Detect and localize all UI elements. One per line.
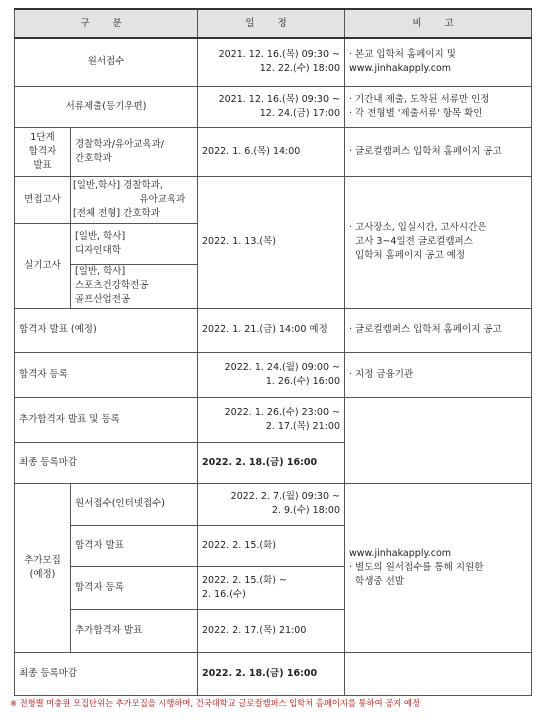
row-schedule: 2022. 1. 13.(목) — [198, 176, 345, 308]
row-sublabel: 추가합격자 발표 — [71, 609, 198, 652]
row-remark: · 기간내 제출, 도착된 서류만 인정 · 각 전형별 '제출서류' 항목 확인 — [345, 86, 532, 127]
row-schedule: 2022. 2. 7.(월) 09:30 ~ 2. 9.(수) 18:00 — [198, 483, 345, 525]
row-schedule: 2022. 1. 21.(금) 14:00 예정 — [198, 308, 345, 352]
row-label: 최종 등록마감 — [15, 442, 198, 483]
table-row — [15, 86, 532, 127]
row-schedule: 2022. 2. 18.(금) 16:00 — [198, 652, 345, 695]
row-label: 원서접수 — [15, 38, 198, 86]
row-sublabel: [일반,학사] 경찰학과, 유아교육과 [전체 전형] 간호학과 — [71, 176, 198, 223]
row-sublabel: 합격자 발표 — [71, 525, 198, 566]
row-label: 최종 등록마감 — [15, 652, 198, 695]
row-label: 서류제출(등기우편) — [15, 86, 198, 127]
row-remark: · 글로컬캠퍼스 입학처 홈페이지 공고 — [345, 127, 532, 176]
row-remark-empty — [345, 397, 532, 483]
row-schedule: 2022. 2. 15.(화) — [198, 525, 345, 566]
row-schedule: 2022. 2. 15.(화) ~ 2. 16.(수) — [198, 566, 345, 609]
row-remark: · 고사장소, 입실시간, 고사시간은 고사 3~4일전 글로컬캠퍼스 입학처 홈페이지 공고 예정 — [345, 176, 532, 308]
row-remark: · 본교 입학처 홈페이지 및 www.jinhakapply.com — [345, 38, 532, 86]
row-label: 합격자 발표 (예정) — [15, 308, 198, 352]
table-row — [15, 308, 532, 352]
footnote: ※ 전형별 미충원 모집단위는 추가모집을 시행하며, 건국대학교 글로컬캠퍼스 입학처 홈페이지를 통하여 공지 예정 — [10, 698, 420, 708]
row-sublabel: [일반, 학사] 디자인대학 — [71, 223, 198, 264]
table-row — [15, 397, 532, 442]
row-sublabel: 합격자 등록 — [71, 566, 198, 609]
row-label: 면접고사 — [15, 176, 71, 223]
row-label: 합격자 등록 — [15, 352, 198, 397]
row-sublabel: 경찰학과/유아교육과/ 간호학과 — [71, 127, 198, 176]
row-schedule: 2021. 12. 16.(목) 09:30 ~ 12. 24.(금) 17:00 — [198, 86, 345, 127]
row-label: 추가모집 (예정) — [15, 483, 71, 652]
row-remark: · 글로컬캠퍼스 입학처 홈페이지 공고 — [345, 308, 532, 352]
row-label: 추가합격자 발표 및 등록 — [15, 397, 198, 442]
row-remark: www.jinhakapply.com · 별도의 원서접수를 통해 지원한 학생중 선발 — [345, 483, 532, 652]
row-sublabel: 원서접수(인터넷접수) — [71, 483, 198, 525]
header-remarks: 비 고 — [345, 9, 532, 38]
row-remark: · 지정 금융기관 — [345, 352, 532, 397]
table-row — [15, 652, 532, 695]
row-schedule: 2022. 2. 17.(목) 21:00 — [198, 609, 345, 652]
row-schedule: 2022. 2. 18.(금) 16:00 — [198, 442, 345, 483]
table-row — [15, 127, 532, 176]
schedule-table — [14, 8, 532, 696]
table-row — [15, 176, 532, 223]
row-label: 실기고사 — [15, 223, 71, 308]
header-category: 구 분 — [15, 9, 198, 38]
header-schedule: 일 정 — [198, 9, 345, 38]
table-row — [15, 38, 532, 86]
table-row — [15, 483, 532, 525]
row-label: 1단계 합격자 발표 — [15, 127, 71, 176]
row-schedule: 2022. 1. 24.(월) 09:00 ~ 1. 26.(수) 16:00 — [198, 352, 345, 397]
row-schedule: 2022. 1. 26.(수) 23:00 ~ 2. 17.(목) 21:00 — [198, 397, 345, 442]
row-remark-empty — [345, 652, 532, 695]
table-header-row — [15, 9, 532, 38]
row-schedule: 2022. 1. 6.(목) 14:00 — [198, 127, 345, 176]
row-sublabel: [일반, 학사] 스포츠건강학전공 골프산업전공 — [71, 264, 198, 308]
row-schedule: 2021. 12. 16.(목) 09:30 ~ 12. 22.(수) 18:00 — [198, 38, 345, 86]
table-row — [15, 352, 532, 397]
